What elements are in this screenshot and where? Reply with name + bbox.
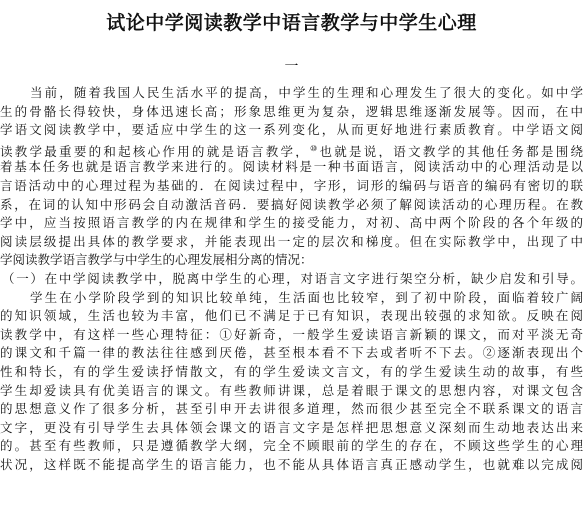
body-line: 系，在词的认知中形码会自动激活音码．要搞好阅读教学必须了解阅读活动的心理历程。在教 [0,196,583,212]
body-line: 着基本任务也就是语言教学来进行的。阅读材料是一种书面语言，阅读活动中的心理活动是以 [0,159,583,175]
body-line-with-footnote [0,140,583,159]
body-line: 的思想意义作了很多分析，甚至引申开去讲很多道理，然而很少甚至完全不联系课文的语言 [0,401,583,417]
body-line: 性和特长，有的学生爱读抒情散文，有的学生爱读文言文，有的学生爱读生动的故事，有些 [0,363,583,379]
body-line: 学阅读教学语言教学与中学生的心理发展相分离的情况： [0,252,313,268]
body-line: 的知识领域，生活也较为丰富，他们已不满足于已有知识，表现出较强的求知欲。反映在阅 [0,308,583,324]
body-line: 读教学中，有这样一些心理特征：①好新奇，一般学生爱读语言新颖的课文，而对平淡无奇 [0,326,583,342]
body-line: 的课文和千篇一律的教法往往感到厌倦，甚至根本看不下去或者听不下去。②逐渐表现出个 [0,345,583,361]
body-line: 的。甚至有些教师，只是遵循教学大纲，完全不顾眼前的学生的存在，不顾这些学生的心理 [0,438,583,454]
body-line: 学生却爱读具有优美语言的课文。有些教师讲课，总是着眼于课文的思想内容，对课文包含 [0,382,583,398]
body-line: 学语文阅读教学中，要适应中学生的这一系列变化，从而更好地进行素质教育。中学语文阅 [0,122,583,138]
article-body [0,84,583,474]
section-number: 一 [284,59,299,75]
body-text: 也就是说，语文教学的其他任务都是围绕 [319,143,583,159]
subheading: （一）在中学阅读教学中，脱离中学生的心理，对语言文字进行架空分析，缺少启发和引导。 [2,270,583,286]
body-text: 读教学最重要的和起核心作用的就是语言教学， [0,143,311,159]
body-line: 学生在小学阶段学到的知识比较单纯，生活面也比较窄，到了初中阶段，面临着较广阔 [30,289,583,305]
body-line: 文字，更没有引导学生去具体领会课文的语言文字是怎样把思想意义深刻而生动地表达出来 [0,419,583,435]
body-line: 状况，这样既不能提高学生的语言能力，也不能从具体语言真正感动学生，也就难以完成阅 [0,456,583,472]
article-title: 试论中学阅读教学中语言教学与中学生心理 [106,12,477,34]
body-line: 阅读层级提出具体的教学要求，并能表现出一定的层次和梯度。但在实际教学中，出现了中 [0,233,583,249]
body-line: 言语活动中的心理过程为基础的．在阅读过程中，字形，词形的编码与语音的编码有密切的联 [0,177,583,193]
body-line: 生的骨骼长得较快，身体迅速长高；形象思维更为复杂，逻辑思维逐渐发展等。因而，在中 [0,103,583,119]
body-line: 学中，应当按照语言教学的内在规律和学生的接受能力，对初、高中两个阶段的各个年级的 [0,215,583,231]
body-line: 当前，随着我国人民生活水平的提高，中学生的生理和心理发生了很大的变化。如中学 [30,85,583,100]
footnote-marker: ⑩ [310,143,320,153]
